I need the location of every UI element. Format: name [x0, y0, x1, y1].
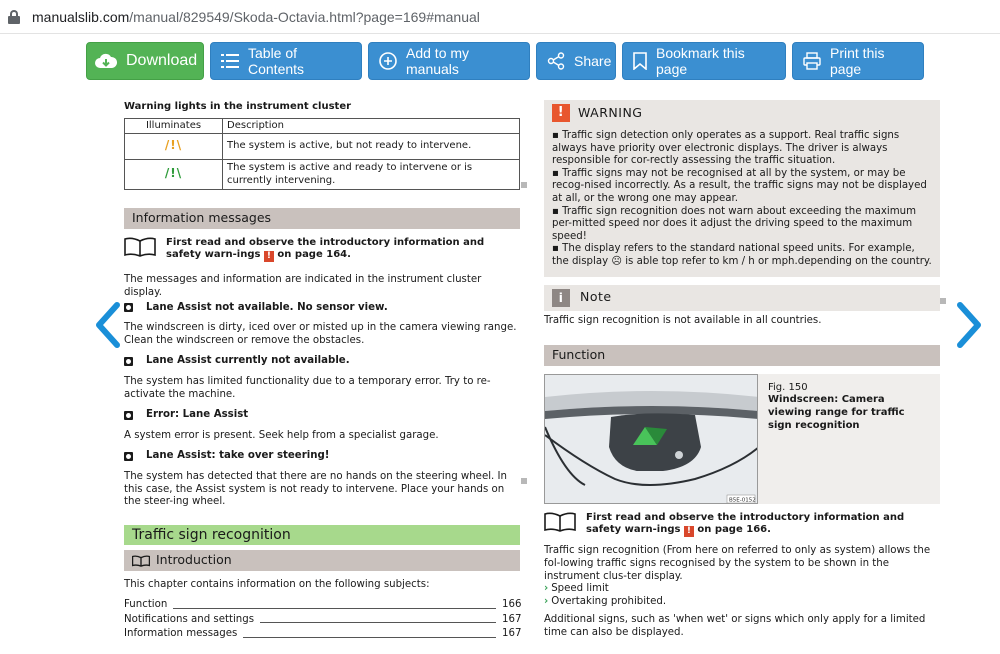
- read-first-notice: First read and observe the introductory information and safety warn-ings ! on page 164.: [124, 237, 520, 263]
- plus-circle-icon: [379, 52, 397, 70]
- warning-lights-title: Warning lights in the instrument cluster: [124, 101, 352, 112]
- table-row-description: The system is active, but not ready to intervene.: [223, 134, 520, 160]
- message-symbol-icon: [124, 452, 133, 461]
- warning-title: WARNING: [578, 104, 643, 120]
- warning-icon: !: [552, 104, 570, 122]
- note-text: Traffic sign recognition is not available in all countries.: [544, 314, 822, 326]
- bookmark-page-button[interactable]: Bookmark this page: [622, 42, 786, 80]
- sign-list-item: › Speed limit: [544, 583, 609, 595]
- message-symbol-icon: [124, 411, 133, 420]
- function-text: Traffic sign recognition (From here on referred to only as system) allows the fol-lowing traffic signs recognised by the system to be shown in the instrument clus-ter display.: [544, 545, 931, 582]
- lock-icon: [8, 10, 20, 24]
- message-symbol-icon: [124, 303, 133, 312]
- right-column: [544, 100, 940, 639]
- message-title: Lane Assist currently not available.: [124, 355, 520, 368]
- warning-box: [544, 100, 940, 277]
- intro-text: The messages and information are indicated in the instrument cluster display.: [124, 274, 482, 298]
- list-icon: [221, 54, 239, 68]
- additional-signs-text: Additional signs, such as 'when wet' or signs which only apply for a limited time can also be displayed.: [544, 614, 926, 638]
- info-icon: i: [552, 289, 570, 307]
- url-text[interactable]: manualslib.com/manual/829549/Skoda-Octavia.html?page=169#manual: [32, 8, 480, 25]
- message-text: The system has detected that there are no hands on the steering wheel. In this case, the Assist system is not ready to intervene. Place your hands on the steer-ing wheel.: [124, 470, 507, 508]
- download-cloud-icon: [95, 53, 117, 69]
- figure-150: [544, 374, 940, 504]
- table-of-contents-button[interactable]: Table of Contents: [210, 42, 362, 80]
- book-icon: [132, 555, 150, 567]
- next-page-arrow[interactable]: [954, 302, 984, 348]
- book-icon: [124, 237, 156, 257]
- share-icon: [547, 52, 565, 70]
- end-marker: [521, 478, 527, 484]
- table-row-description: The system is active and ready to intervene or is currently intervening.: [223, 160, 520, 190]
- function-heading: Function: [544, 345, 940, 366]
- previous-page-arrow[interactable]: [93, 302, 123, 348]
- read-first-notice: First read and observe the introductory information and safety warn-ings ! on page 166.: [544, 512, 940, 538]
- chevron-right-icon: [954, 302, 984, 348]
- message-title: Lane Assist not available. No sensor view.: [124, 302, 520, 315]
- download-button[interactable]: Download: [86, 42, 204, 80]
- left-column: [124, 98, 520, 641]
- manual-toolbar: [86, 42, 924, 80]
- note-title: Note: [580, 289, 612, 305]
- warning-lights-table: [124, 118, 520, 191]
- traffic-sign-recognition-heading: Traffic sign recognition: [124, 525, 520, 546]
- printer-icon: [803, 52, 821, 70]
- print-page-button[interactable]: Print this page: [792, 42, 924, 80]
- warning-bullet: ▪ The display refers to the standard national speed units. For example, the display ☹ is able top refer to km / h or mph.depending on the country.: [552, 243, 932, 267]
- information-messages-heading: Information messages: [124, 208, 520, 229]
- bookmark-icon: [633, 52, 647, 70]
- figure-caption: Fig. 150 Windscreen: Camera viewing range for traffic sign recognition: [758, 374, 940, 504]
- message-text: A system error is present. Seek help from a specialist garage.: [124, 429, 439, 441]
- figure-code: B5E-0152: [729, 497, 756, 504]
- warning-bullet: ▪ Traffic sign detection only operates as a support. Real traffic signs always have priority over electronic displays. The driver is always responsible for cor-rectly assessing the traffic situation.: [552, 130, 900, 167]
- toc-entry[interactable]: Information messages 167: [124, 628, 522, 640]
- warning-ref-icon: !: [264, 251, 274, 262]
- table-header-description: Description: [223, 118, 520, 134]
- sign-list-item: › Overtaking prohibited.: [544, 595, 667, 607]
- toc-entry[interactable]: Function 166: [124, 599, 522, 611]
- share-button[interactable]: Share: [536, 42, 616, 80]
- message-title: Lane Assist: take over steering!: [124, 450, 520, 463]
- end-marker: [940, 298, 946, 304]
- address-bar[interactable]: [0, 0, 1000, 34]
- chevron-left-icon: [93, 302, 123, 348]
- windscreen-camera-image: [544, 374, 758, 504]
- message-text: The system has limited functionality due to a temporary error. Try to re-activate the machine.: [124, 375, 491, 400]
- warning-bullet: ▪ Traffic sign recognition does not warn about exceeding the maximum per-mitted speed nor does it adjust the driving speed to the maximum speed!: [552, 205, 917, 242]
- toc-entry[interactable]: Notifications and settings 167: [124, 613, 522, 625]
- book-icon: [544, 512, 576, 532]
- chapter-text: This chapter contains information on the following subjects:: [124, 578, 430, 590]
- message-symbol-icon: [124, 357, 133, 366]
- lane-assist-green-icon: /!\: [125, 160, 223, 190]
- message-text: The windscreen is dirty, iced over or misted up in the camera viewing range. Clean the windscreen or remove the obstacles.: [124, 322, 517, 346]
- table-header-illuminates: Illuminates: [125, 118, 223, 134]
- lane-assist-orange-icon: /!\: [125, 134, 223, 160]
- note-box: [544, 285, 940, 311]
- end-marker: [521, 182, 527, 188]
- warning-bullet: ▪ Traffic signs may not be recognised at all by the system, or may be recog-nised incorrectly. As a result, the traffic signs may not be displayed at all, or the wrong one may appear.: [552, 167, 927, 204]
- add-to-my-manuals-button[interactable]: Add to my manuals: [368, 42, 530, 80]
- warning-ref-icon: !: [684, 526, 694, 537]
- introduction-heading: Introduction: [124, 550, 520, 571]
- message-title: Error: Lane Assist: [124, 409, 520, 422]
